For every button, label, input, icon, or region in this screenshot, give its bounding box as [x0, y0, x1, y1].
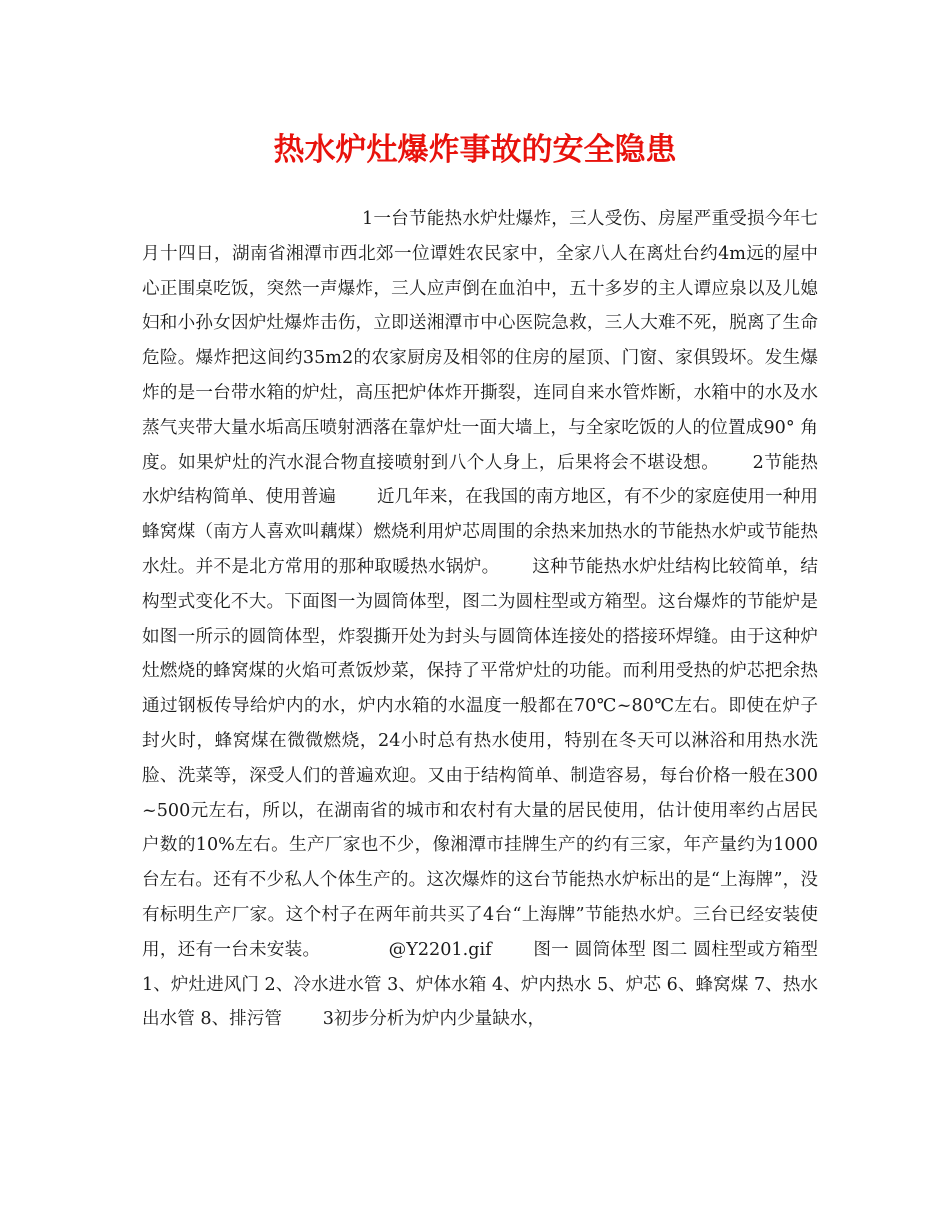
document-title: 热水炉灶爆炸事故的安全隐患: [273, 132, 677, 168]
document-body-text: 1一台节能热水炉灶爆炸，三人受伤、房屋严重受损今年七月十四日，湖南省湘潭市西北郊一位谭姓农民家中，全家八人在离灶台约4m远的屋中心正围桌吃饭，突然一声爆炸，三人应声倒在血泊中，五十多岁的主人谭应泉以及儿媳妇和小孙女因炉灶爆炸击伤，立即送湘潭市中心医院急救，三人大难不死，脱离了生命危险。爆炸把这间约35m2的农家厨房及相邻的住房的屋顶、门窗、家俱毁坏。发生爆炸的是一台带水箱的炉灶，高压把炉体炸开撕裂，连同自来水管炸断，水箱中的水及水蒸气夹带大量水垢高压喷射洒落在靠炉灶一面大墙上，与全家吃饭的人的位置成90° 角度。如果炉灶的汽水混合物直接喷射到八个人身上，后果将会不堪设想。 2节能热水炉结构简单、使用普遍 近几年来，在我国的南方地区，有不少的家庭使用一种用蜂窝煤（南方人喜欢叫藕煤）燃烧利用炉芯周围的余热来加热水的节能热水炉或节能热水灶。并不是北方常用的那种取暖热水锅炉。 这种节能热水炉灶结构比较简单，结构型式变化不大。下面图一为圆筒体型，图二为圆柱型或方箱型。这台爆炸的节能炉是如图一所示的圆筒体型，炸裂撕开处为封头与圆筒体连接处的搭接环焊缝。由于这种炉灶燃烧的蜂窝煤的火焰可煮饭炒菜，保持了平常炉灶的功能。而利用受热的炉芯把余热通过钢板传导给炉内的水，炉内水箱的水温度一般都在70℃~80℃左右。即使在炉子封火时，蜂窝煤在微微燃烧，24小时总有热水使用，特别在冬天可以淋浴和用热水洗脸、洗菜等，深受人们的普遍欢迎。又由于结构简单、制造容易，每台价格一般在300~500元左右，所以，在湖南省的城市和农村有大量的居民使用，估计使用率约占居民户数的10%左右。生产厂家也不少，像湘潭市挂牌生产的约有三家，年产量约为1000台左右。还有不少私人个体生产的。这次爆炸的这台节能热水炉标出的是“上海牌”，没有标明生产厂家。这个村子在两年前共买了4台“上海牌”节能热水炉。三台已经安装使用，还有一台未安装。 @Y2201.gif 图一 圆筒体型 图二 圆柱型或方箱型 1、炉灶进风门 2、冷水进水管 3、炉体水箱 4、炉内热水 5、炉芯 6、蜂窝煤 7、热水出水管 8、排污管 3初步分析为炉内少量缺水，: [142, 209, 859, 1030]
